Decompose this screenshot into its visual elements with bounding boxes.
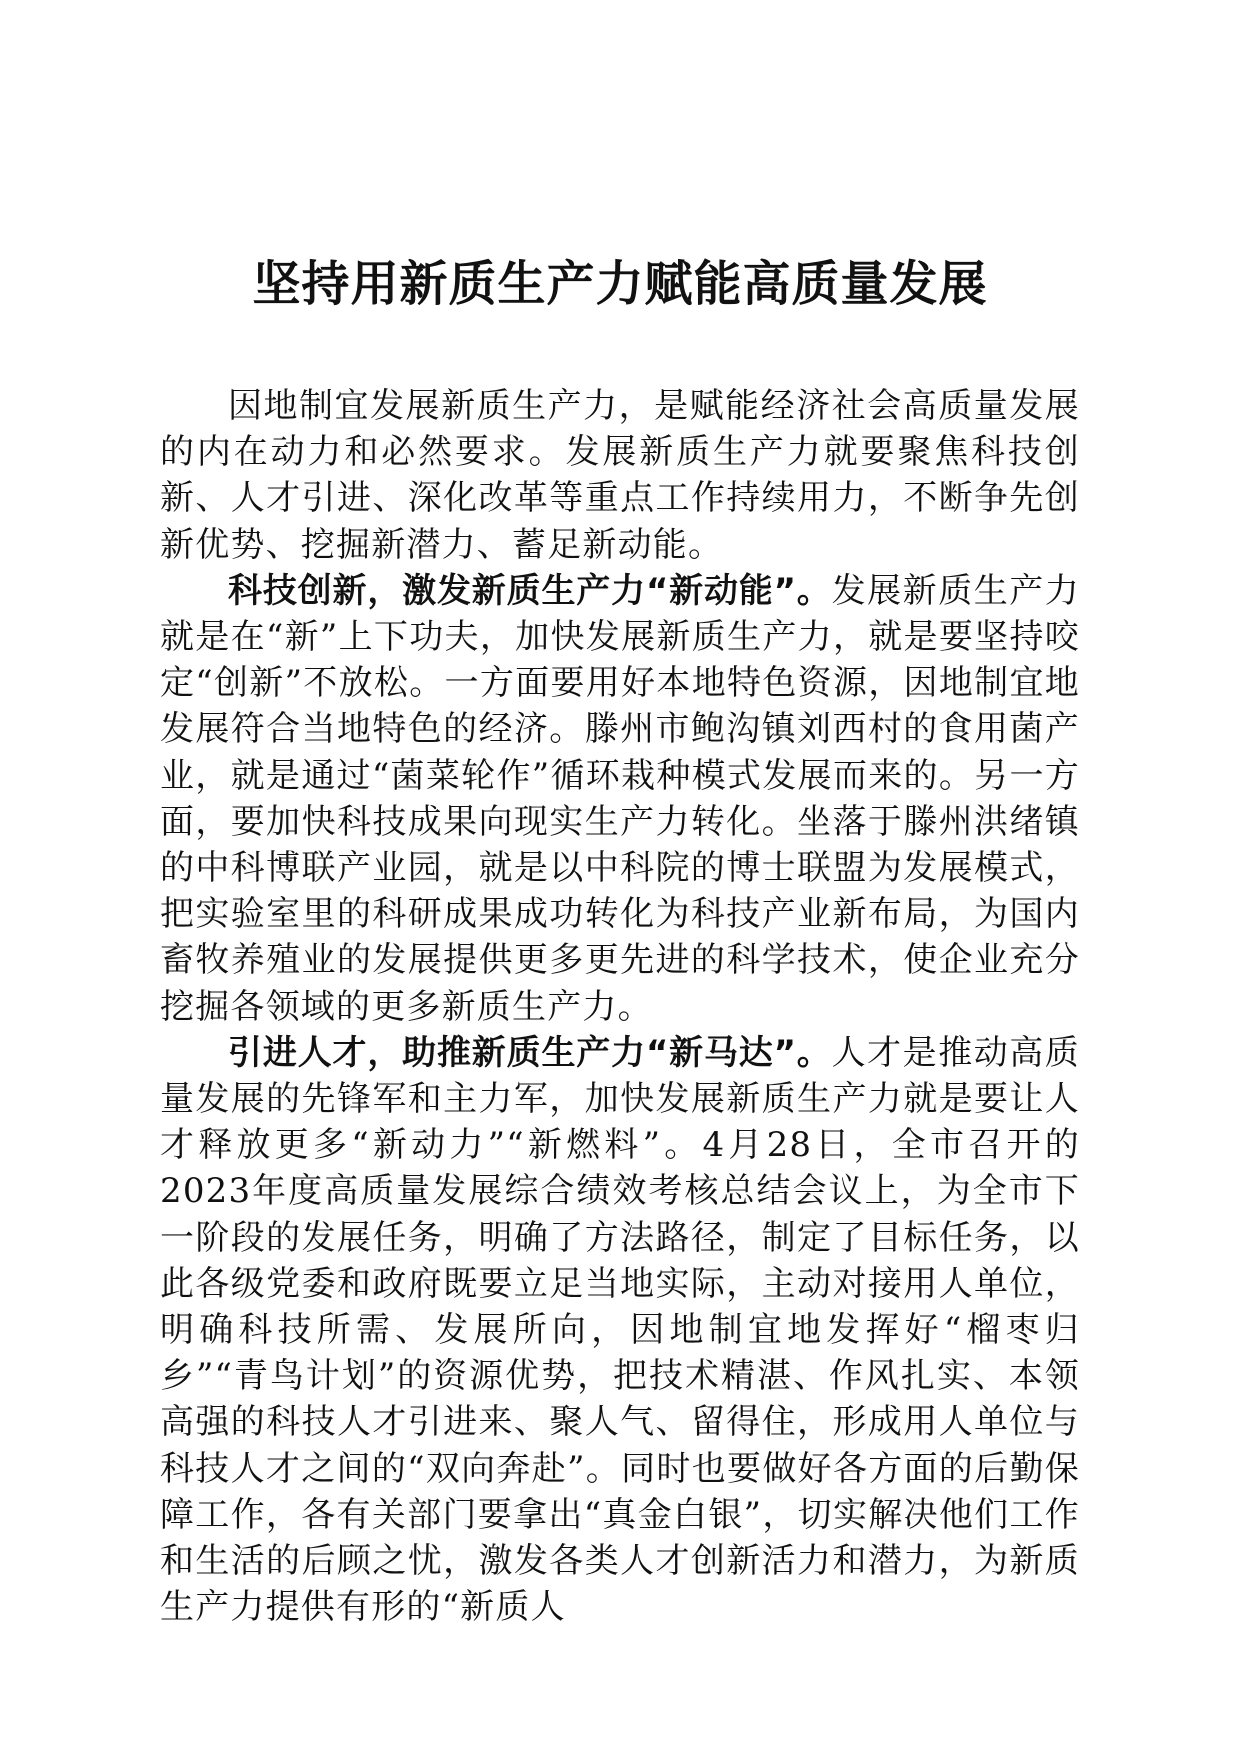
paragraph-text: 因地制宜发展新质生产力，是赋能经济社会高质量发展的内在动力和必然要求。发展新质生产力就要聚焦科技创新、人才引进、深化改革等重点工作持续用力，不断争先创新优势、挖掘新潜力、蓄足新动能。: [160, 386, 1080, 565]
paragraph-lead: 引进人才，助推新质生产力“新马达”。: [228, 1032, 832, 1073]
paragraph-tech-innovation: [160, 568, 1080, 1030]
document-title: 坚持用新质生产力赋能高质量发展: [252, 256, 988, 312]
paragraph-lead: 科技创新，激发新质生产力“新动能”。: [228, 570, 832, 611]
paragraph-text: 发展新质生产力就是在“新”上下功夫，加快发展新质生产力，就是要坚持咬定“创新”不放松。一方面要用好本地特色资源，因地制宜地发展符合当地特色的经济。滕州市鲍沟镇刘西村的食用菌产业，就是通过“菌菜轮作”循环栽种模式发展而来的。另一方面，要加快科技成果向现实生产力转化。坐落于滕州洪绪镇的中科博联产业园，就是以中科院的博士联盟为发展模式，把实验室里的科研成果成功转化为科技产业新布局，为国内畜牧养殖业的发展提供更多更先进的科学技术，使企业充分挖掘各领域的更多新质生产力。: [160, 570, 1080, 1027]
document-body: [160, 383, 1080, 1630]
paragraph-talent: [160, 1030, 1080, 1631]
paragraph-intro: [160, 383, 1080, 568]
paragraph-text: 人才是推动高质量发展的先锋军和主力军，加快发展新质生产力就是要让人才释放更多“新动力”“新燃料”。4月28日，全市召开的2023年度高质量发展综合绩效考核总结会议上，为全市下一阶段的发展任务，明确了方法路径，制定了目标任务，以此各级党委和政府既要立足当地实际，主动对接用人单位，明确科技所需、发展所向，因地制宜地发挥好“榴枣归乡”“青鸟计划”的资源优势，把技术精湛、作风扎实、本领高强的科技人才引进来、聚人气、留得住，形成用人单位与科技人才之间的“双向奔赴”。同时也要做好各方面的后勤保障工作，各有关部门要拿出“真金白银”，切实解决他们工作和生活的后顾之忧，激发各类人才创新活力和潜力，为新质生产力提供有形的“新质人: [160, 1032, 1080, 1628]
